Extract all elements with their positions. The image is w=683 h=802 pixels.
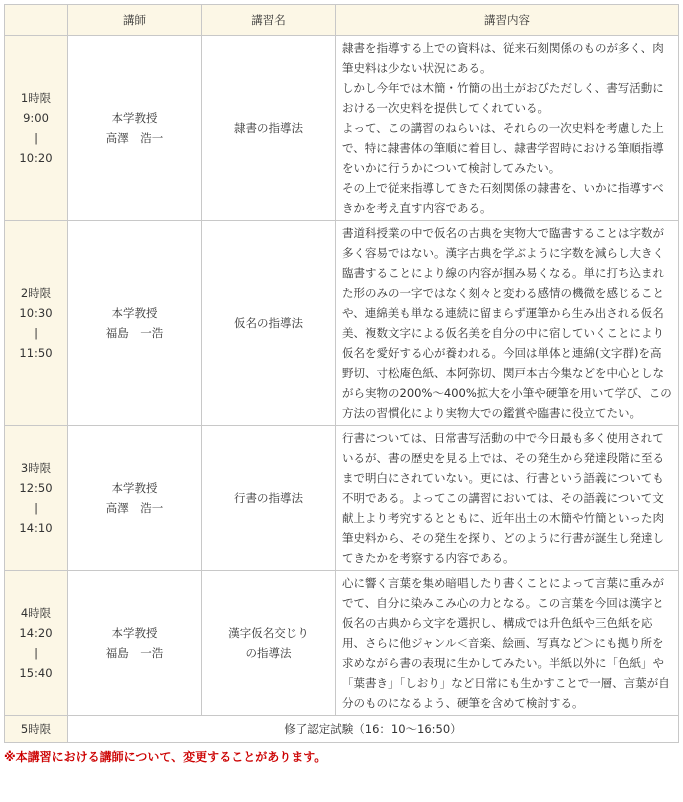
header-course: 講習名 — [202, 5, 336, 36]
header-row — [5, 5, 679, 36]
header-instructor: 講師 — [68, 5, 202, 36]
instructor-cell: 本学教授 高澤 浩一 — [68, 426, 202, 571]
content-paragraph: しかし今年では木簡・竹簡の出土がおびただしく、書写活動における一次史料を提供してくれている。 — [342, 81, 664, 115]
header-period — [5, 5, 68, 36]
course-cell: 行書の指導法 — [202, 426, 336, 571]
instructor-cell: 本学教授 福島 一浩 — [68, 571, 202, 716]
course-cell: 隷書の指導法 — [202, 36, 336, 221]
content-paragraph: よって、この講習のねらいは、それらの一次史料を考慮した上で、特に隷書体の筆順に着目し、隷書学習時における筆順指導をいかに行うかについて検討してみたい。 — [342, 121, 664, 175]
period-cell: 4時限 14:20 | 15:40 — [5, 571, 68, 716]
content-paragraph: 行書については、日常書写活動の中で今日最も多く使用されているが、書の歴史を見る上では、その発生から発達段階に至るまで明白にされていない。更には、行書という語義についても不明である。よってこの講習においては、その語義について文献上より考究するとともに、近年出土の木簡や竹簡といった肉筆史料から、その発生を探り、どのように行書が誕生し発達してきたかを考察する内容である。 — [342, 431, 664, 565]
period-cell: 1時限 9:00 | 10:20 — [5, 36, 68, 221]
content-paragraph: 隷書を指導する上での資料は、従来石刻関係のものが多く、肉筆史料は少ない状況にある。 — [342, 41, 664, 75]
course-cell: 漢字仮名交じり の指導法 — [202, 571, 336, 716]
header-content: 講習内容 — [336, 5, 679, 36]
change-notice: ※本講習における講師について、変更することがあります。 — [4, 750, 327, 764]
instructor-cell: 本学教授 高澤 浩一 — [68, 36, 202, 221]
table-row — [5, 426, 679, 571]
course-cell: 仮名の指導法 — [202, 221, 336, 426]
exam-row — [5, 716, 679, 743]
instructor-cell: 本学教授 福島 一浩 — [68, 221, 202, 426]
table-row — [5, 221, 679, 426]
content-paragraph: 書道科授業の中で仮名の古典を実物大で臨書することは字数が多く容易ではない。漢字古典を学ぶように字数を減らし大きく臨書することにより線の内容が掴み易くなる。単に打ち込まれた形のみの一字ではなく刻々と変わる感情の機微を感じることや、連綿美も単なる連続に留まらず運筆から生み出される仮名美、複数文字による仮名美を自分の中に宿していくことにより仮名を愛好する心が養われる。今回は単体と連綿(文字群)を高野切、寸松庵色紙、本阿弥切、関戸本古今集などを中心としながら実物の200%～400%拡大を小筆や硬筆を用いて学び、この方法の習慣化により実物大での鑑賞や臨書に役立てたい。 — [342, 226, 672, 420]
exam-period-cell: 5時限 — [5, 716, 68, 743]
content-cell — [336, 36, 679, 221]
content-cell — [336, 221, 679, 426]
period-cell: 2時限 10:30 | 11:50 — [5, 221, 68, 426]
content-cell — [336, 571, 679, 716]
table-row — [5, 36, 679, 221]
schedule-table — [4, 4, 679, 743]
content-cell — [336, 426, 679, 571]
period-cell: 3時限 12:50 | 14:10 — [5, 426, 68, 571]
exam-text-cell: 修了認定試験（16：10〜16:50） — [68, 716, 679, 743]
content-paragraph: その上で従来指導してきた石刻関係の隷書を、いかに指導すべきかを考え直す内容である。 — [342, 181, 664, 215]
table-row — [5, 571, 679, 716]
content-paragraph: 心に響く言葉を集め暗唱したり書くことによって言葉に重みがでて、自分に染みこみ心の力となる。この言葉を今回は漢字と仮名の古典から文字を選択し、構成では升色紙や三色紙を応用、さらに他ジャンル＜音楽、絵画、写真など＞にも拠り所を求めながら書の表現に生かしてみたい。半紙以外に「色紙」や「葉書き」「しおり」など日常にも生かすことで一層、言葉が自分のものになるよう、硬筆を含めて検討する。 — [342, 576, 670, 710]
